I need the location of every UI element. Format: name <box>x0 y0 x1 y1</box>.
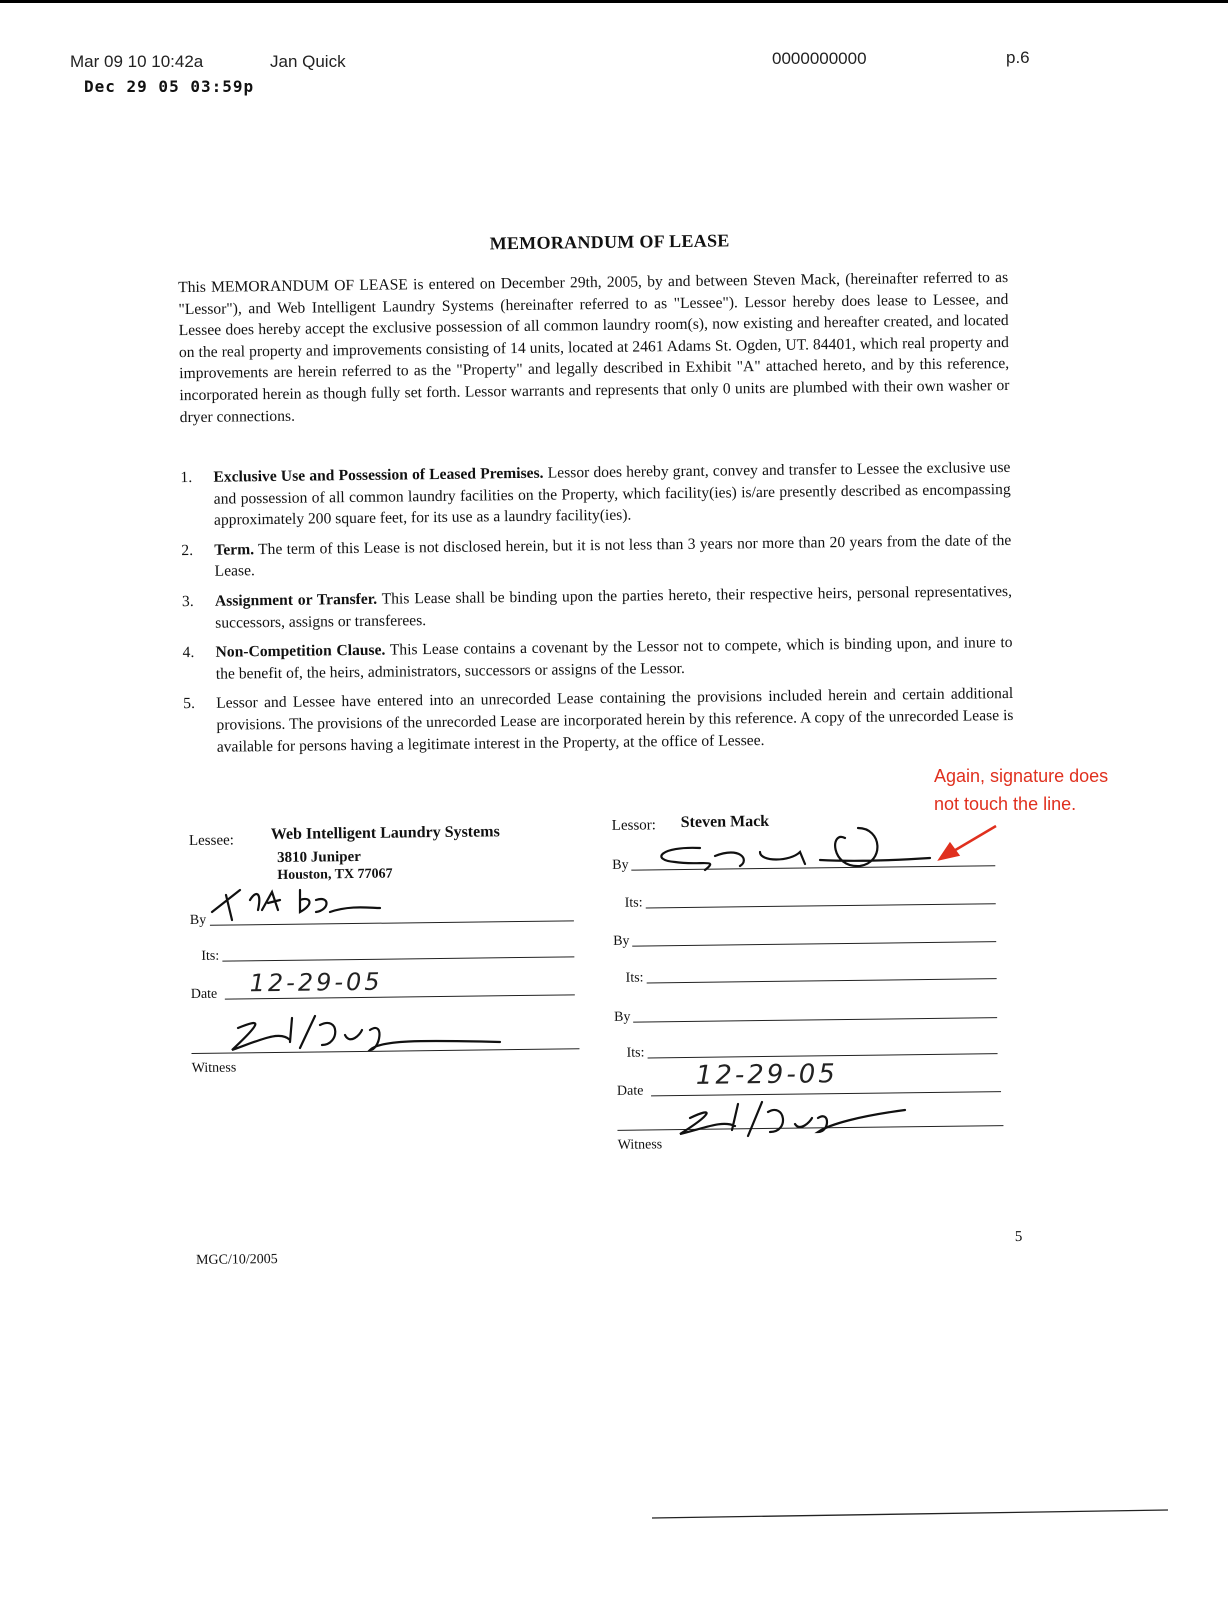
lessee-signature <box>212 890 380 920</box>
lessor-witness-signature <box>680 1102 905 1136</box>
bottom-rule <box>652 1510 1168 1518</box>
lessee-its-label: Its: <box>201 949 219 965</box>
annotation-line-2: not touch the line. <box>934 790 1108 818</box>
annotation-arrow <box>940 826 996 859</box>
clause-text: This Lease shall be binding upon the parties hereto, their respective heirs, personal representatives, successors, assigns or transferees. <box>215 583 1012 631</box>
clause-heading: Term. <box>214 541 254 558</box>
lessee-date-handwritten: 12-29-05 <box>249 968 382 998</box>
annotation-line-1: Again, signature does <box>934 762 1108 790</box>
clause-heading: Assignment or Transfer. <box>215 591 377 610</box>
fax-number: 0000000000 <box>772 49 867 69</box>
lessee-address-1: 3810 Juniper <box>277 849 361 867</box>
fax-page: p.6 <box>1006 48 1030 68</box>
clause-number: 3. <box>182 591 216 635</box>
fax-timestamp: Mar 09 10 10:42a <box>70 52 203 72</box>
clause-number: 5. <box>183 693 217 758</box>
footer-page-number: 5 <box>1015 1229 1023 1246</box>
lessee-witness-signature <box>232 1016 500 1050</box>
clause-heading: Non-Competition Clause. <box>216 642 386 661</box>
lessor-witness-label: Witness <box>618 1137 663 1154</box>
clause-number: 4. <box>182 642 216 686</box>
lessor-by-label-3: By <box>614 1010 631 1026</box>
lessor-label: Lessor: <box>612 817 656 835</box>
lessee-label: Lessee: <box>189 832 234 850</box>
fax-sender: Jan Quick <box>270 52 346 72</box>
lessee-date-label: Date <box>191 987 218 1003</box>
lessee-address-2: Houston, TX 77067 <box>277 867 392 884</box>
lessor-by-label-2: By <box>613 934 630 950</box>
lessor-signature <box>661 828 930 870</box>
lessor-date-handwritten: 12-29-05 <box>696 1059 838 1091</box>
document-title: MEMORANDUM OF LEASE <box>0 224 1224 260</box>
intro-paragraph: This MEMORANDUM OF LEASE is entered on December 29th, 2005, by and between Steven Mack, (hereinafter referred to as "Lessor"), and Web Intelligent Laundry Systems (hereinafter referred to as "Lessee"). Lessor hereby does lease to Lessee, and Lessee does hereby accept the exclusive possession of all common laundry room(s), now existing and hereafter created, and located on the real property and improvements consisting of 14 units, located at 2461 Adams St. Ogden, UT. 84401, which real property and improvements are herein referred to as the "Property" and legally described in Exhibit "A" attached hereto, and by this reference, incorporated herein as though fully set forth. Lessor warrants and represents that only 0 units are plumbed with their own washer or dryer connections. <box>178 267 1010 428</box>
review-annotation <box>934 762 1108 818</box>
clause-text: Lessor and Lessee have entered into an unrecorded Lease containing the provisions included herein and certain additional provisions. The provisions of the unrecorded Lease are incorporated herein by this reference. A copy of the unrecorded Lease is available for persons having a legitimate interest in the Property, at the office of Lessee. <box>216 685 1013 755</box>
clause-number: 2. <box>181 539 215 583</box>
lessee-witness-label: Witness <box>192 1060 237 1077</box>
lessor-by-label: By <box>612 858 629 874</box>
lessor-its-label: Its: <box>625 896 643 912</box>
lessor-date-label: Date <box>617 1084 644 1100</box>
clause-heading: Exclusive Use and Possession of Leased Premises. <box>213 465 543 486</box>
lessor-name: Steven Mack <box>681 813 770 832</box>
lessor-its-label-2: Its: <box>626 970 644 986</box>
lessee-by-label: By <box>190 913 207 929</box>
lessor-its-label-3: Its: <box>626 1045 644 1061</box>
footer-code: MGC/10/2005 <box>196 1252 278 1269</box>
clause-text: The term of this Lease is not disclosed herein, but it is not less than 3 years nor more than 20 years from the date of the Lease. <box>215 532 1012 580</box>
clause-number: 1. <box>180 467 214 532</box>
clause-text: This Lease contains a covenant by the Lessor not to compete, which is binding upon, and inure to the benefit of, the heirs, administrators, successors or assigns of the Lessor. <box>216 634 1013 682</box>
lessee-name: Web Intelligent Laundry Systems <box>271 823 500 844</box>
fax-received: Dec 29 05 03:59p <box>84 77 254 96</box>
clause-text: Lessor does hereby grant, convey and transfer to Lessee the exclusive use and possession of all common laundry facilities on the Property, which facility(ies) is/are presently described as encompassing approximately 200 square feet, for its use as a laundry facility(ies). <box>214 459 1011 529</box>
